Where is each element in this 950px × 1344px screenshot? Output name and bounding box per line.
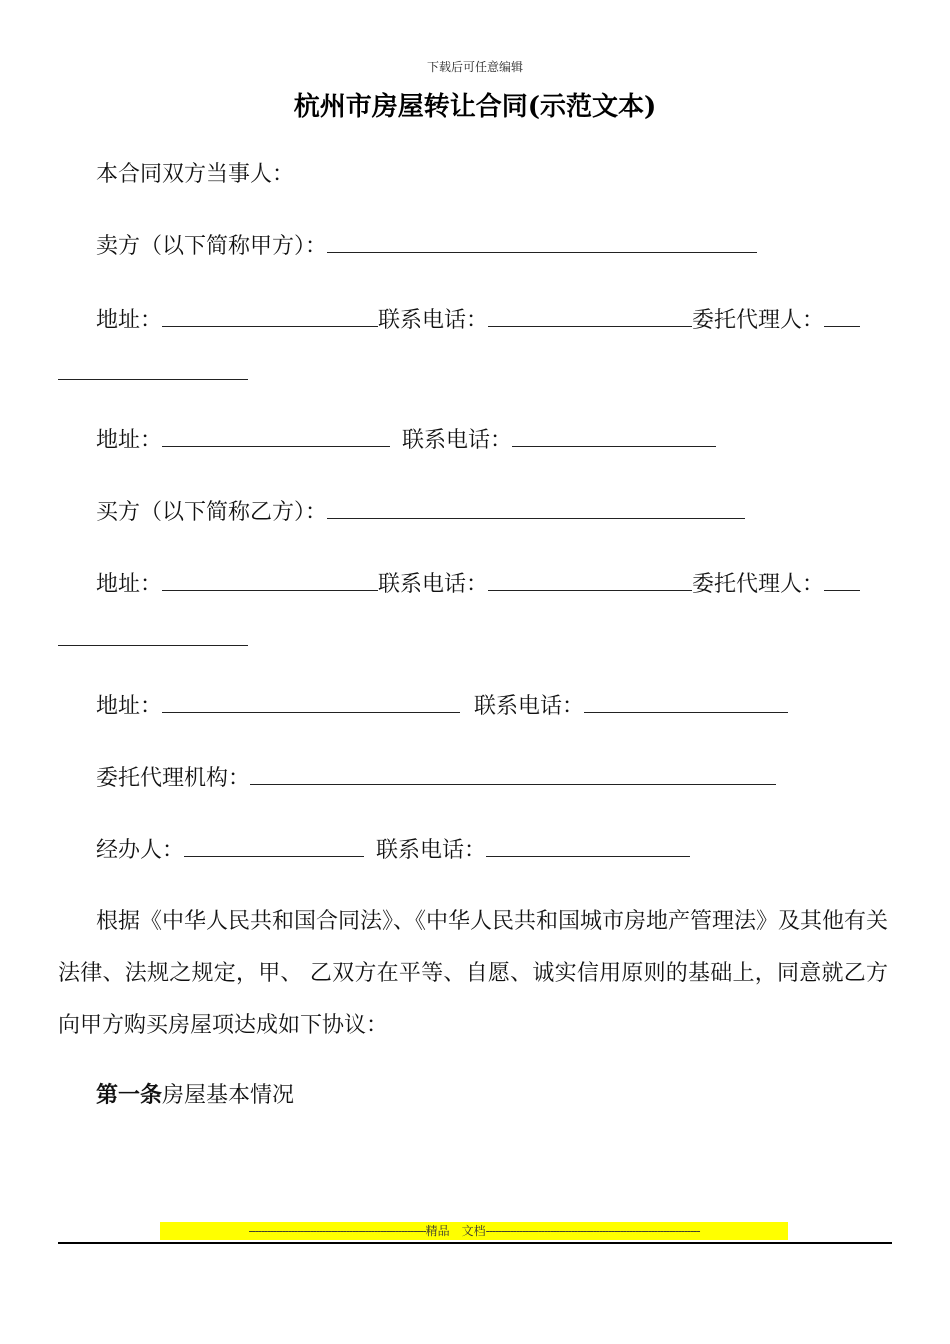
- seller-agent-phone-label: 联系电话：: [402, 428, 513, 453]
- seller-name-blank: [327, 232, 757, 253]
- seller-agent-address-label: 地址：: [96, 428, 163, 453]
- seller-agent-phone-blank: [512, 426, 716, 447]
- seller-phone-label: 联系电话：: [378, 308, 489, 333]
- buyer-phone-blank: [488, 570, 692, 591]
- buyer-agent-address-row: [96, 692, 788, 722]
- handler-phone-label: 联系电话：: [376, 838, 487, 863]
- buyer-agent-address-blank: [162, 692, 460, 713]
- buyer-agent-label: 委托代理人：: [692, 572, 825, 597]
- agency-label: 委托代理机构：: [96, 766, 251, 791]
- seller-agent-label: 委托代理人：: [692, 308, 825, 333]
- seller-label: 卖方（以下简称甲方）：: [96, 234, 328, 259]
- handler-phone-blank: [486, 836, 690, 857]
- footer-label: 精品 文档: [425, 1224, 486, 1238]
- buyer-agent-blank: [824, 570, 860, 591]
- seller-phone-blank: [488, 306, 692, 327]
- agency-blank: [250, 764, 776, 785]
- buyer-agent-phone-label: 联系电话：: [474, 694, 585, 719]
- seller-address-row: [96, 306, 860, 336]
- handler-label: 经办人：: [96, 838, 185, 863]
- footer-banner: ----------------------------------------------------------精品 文档----------------------------------------------------------------------: [160, 1222, 788, 1240]
- seller-address-blank: [162, 306, 378, 327]
- buyer-agent-address-label: 地址：: [96, 694, 163, 719]
- seller-row: [96, 232, 757, 262]
- intro-line: 本合同双方当事人：: [96, 162, 295, 187]
- agency-row: [96, 764, 776, 794]
- handler-blank: [184, 836, 364, 857]
- seller-agent-blank: [824, 306, 860, 327]
- handler-row: [96, 836, 690, 866]
- footer-rule: [58, 1242, 892, 1244]
- seller-agent-address-blank: [162, 426, 390, 447]
- seller-address-label: 地址：: [96, 308, 163, 333]
- seller-agent-blank-continued: [58, 378, 248, 380]
- article-1-number: 第一条: [96, 1082, 163, 1108]
- page-header-note: 下载后可任意编辑: [426, 60, 523, 74]
- buyer-label: 买方（以下简称乙方）：: [96, 500, 328, 525]
- page-title: 杭州市房屋转让合同(示范文本): [293, 92, 657, 122]
- buyer-agent-phone-blank: [584, 692, 788, 713]
- seller-agent-address-row: [96, 426, 716, 456]
- preamble-paragraph: 根据《中华人民共和国合同法》、《中华人民共和国城市房地产管理法》及其他有关法律、法规之规定，甲、 乙双方在平等、自愿、诚实信用原则的基础上，同意就乙方向甲方购买房屋项达成如下协议：: [58, 909, 889, 1038]
- buyer-phone-label: 联系电话：: [378, 572, 489, 597]
- buyer-name-blank: [327, 498, 745, 519]
- article-1-heading: [96, 1080, 294, 1111]
- buyer-address-row: [96, 570, 860, 600]
- article-1-title: 房屋基本情况: [162, 1083, 295, 1108]
- buyer-row: [96, 498, 745, 528]
- buyer-address-blank: [162, 570, 378, 591]
- buyer-address-label: 地址：: [96, 572, 163, 597]
- buyer-agent-blank-continued: [58, 644, 248, 646]
